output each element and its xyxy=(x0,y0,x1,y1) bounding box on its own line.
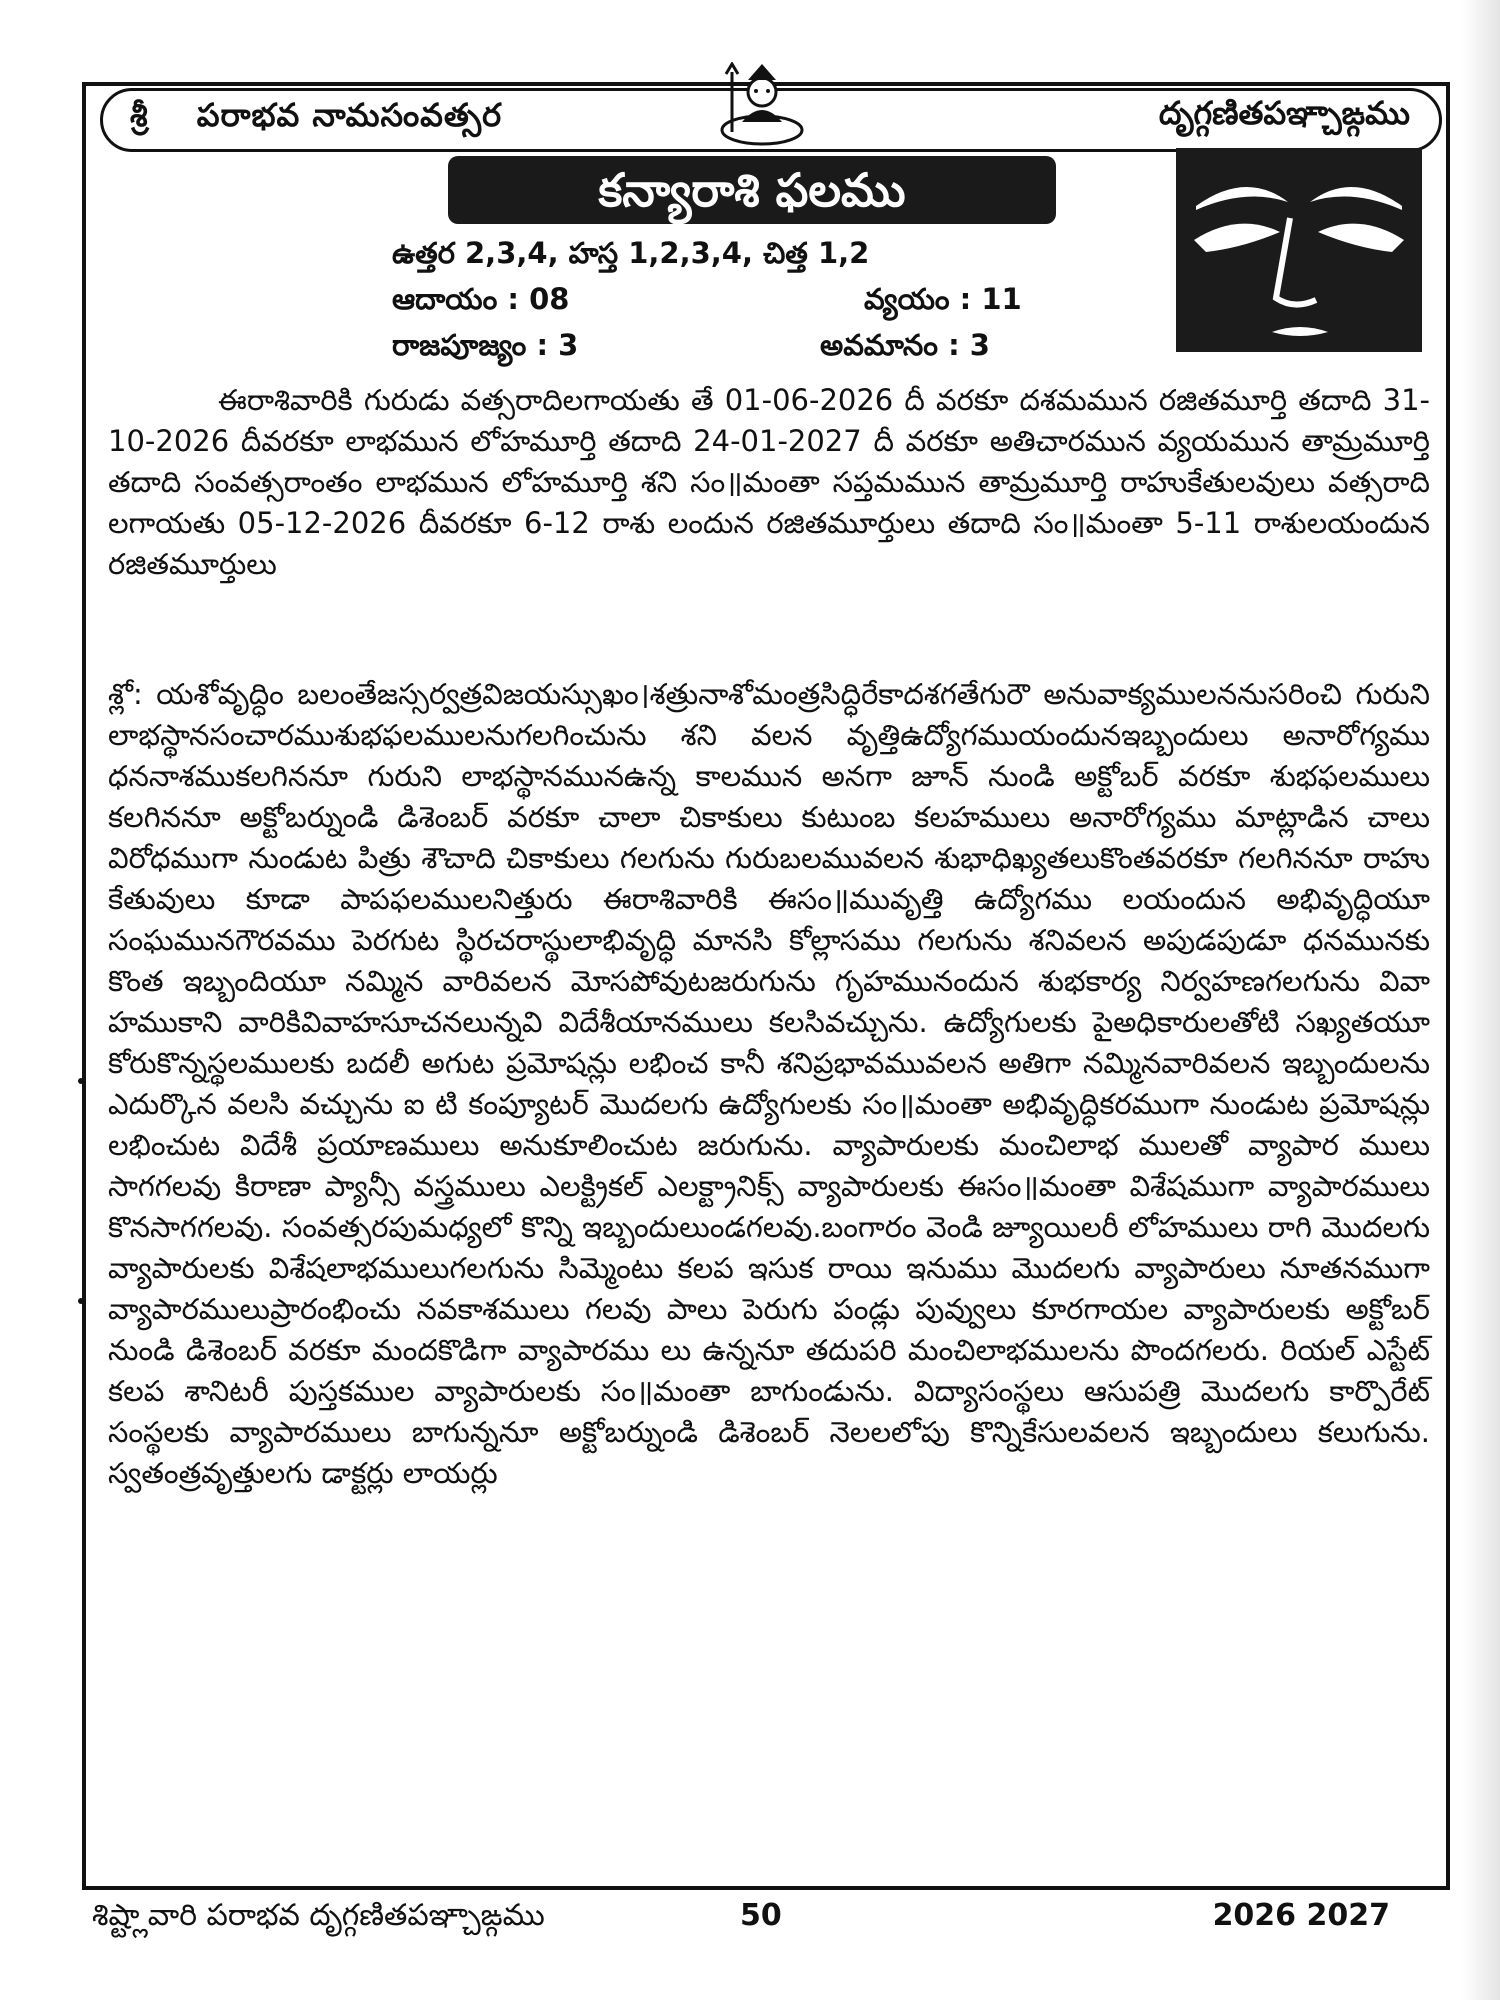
header-left xyxy=(130,96,502,142)
samvatsara-label: పరాభవ నామసంవత్సర xyxy=(196,96,503,134)
paragraph-text: ఈరాశివారికి గురుడు వత్సరాదిలగాయతు తే 01-06-2026 దీ వరకూ దశమమున రజితమూర్తి తదాది 31-10-2026 దీవరకూ లాభమున లోహమూర్తి తదాది 24-01-2027 దీ వరకూ అతిచారమున వ్యయమున తామ్రమూర్తి తదాది సంవత్సరాంతం లాభమున లోహమూర్తి శని సం॥మంతా సప్తమమున తామ్రమూర్తి రాహుకేతులవులు వత్సరాది లగాయతు 05-12-2026 దీవరకూ 6-12 రాశు లందున రజితమూర్తులు తదాది సం॥మంతా 5-11 రాశులయందున రజితమూర్తులు xyxy=(108,383,1430,581)
avamaanam-value: అవమానం : 3 xyxy=(820,328,990,362)
rajapoojyam-value: రాజపూజ్యం : 3 xyxy=(392,328,579,362)
planet-positions-paragraph xyxy=(108,380,1430,585)
nakshatra-padas: ఉత్తర 2,3,4, హస్త 1,2,3,4, చిత్త 1,2 xyxy=(392,236,870,270)
scan-edge-shadow xyxy=(1462,0,1500,2000)
sri-mark: శ్రీ xyxy=(130,96,149,134)
margin-mark xyxy=(78,1298,84,1304)
rasi-title: కన్యారాశి ఫలము xyxy=(448,156,1056,224)
deity-emblem-icon xyxy=(712,62,812,148)
margin-mark xyxy=(78,1078,84,1084)
footer-years: 2026 2027 xyxy=(1212,1898,1390,1933)
footer-publisher: శిష్ట్లావారి పరాభవ దృగ్గణితపఞ్చాఙ్గము xyxy=(92,1898,545,1933)
predictions-paragraph xyxy=(108,674,1430,1494)
page-number: 50 xyxy=(740,1898,782,1933)
aadaayam-value: ఆదాయం : 08 xyxy=(392,282,570,316)
header-book-title: దృగ్గణితపఞ్చాఙ్గము xyxy=(1158,94,1410,132)
paragraph-text: శ్లో: యశోవృద్ధిం బలంతేజస్సర్వత్రవిజయస్సుఖం।శత్రునాశోమంత్రసిద్ధిరేకాదశగతేగురౌ అనువాక్యములననుసరించి గురుని లాభస్థానసంచారముశుభఫలములనుగలగించును శని వలన వృత్తిఉద్యోగముయందునఇబ్బందులు అనారోగ్యము ధననాశముకలగిననూ గురుని లాభస్థానమునఉన్న కాలమున అనగా జూన్ నుండి అక్టోబర్ వరకూ శుభఫలములు కలగిననూ అక్టోబర్నుండి డిశెంబర్ వరకూ చాలా చికాకులు కుటుంబ కలహములు అనారోగ్యము మాట్లాడిన చాలు విరోధముగా నుండుట పిత్రు శౌచాది చికాకులు గలగును గురుబలమువలన శుభాధిఖ్యతలుకొంతవరకూ గలగిననూ రాహు కేతువులు కూడా పాపఫలములనిత్తురు ఈరాశివారికి ఈసం॥మువృత్తి ఉద్యోగము లయందున అభివృద్ధియూ సంఘమునగౌరవము పెరగుట స్థిరచరాస్థులాభివృద్ధి మానసి కోల్లాసము గలగును శనివలన అపుడపుడూ ధనమునకు కొంత ఇబ్బందియూ నమ్మిన వారివలన మోసపోవుటజరుగును గృహమునందున శుభకార్య నిర్వహణగలగును వివా హముకాని వారికివివాహసూచనలున్నవి విదేశీయానములు కలసివచ్చును. ఉద్యోగులకు పైఅధికారులతోటి సఖ్యతయూ కోరుకొన్నస్థలములకు బదలీ అగుట ప్రమోషన్లు లభించ కానీ శనిప్రభావమువలన అతిగా నమ్మినవారివలన ఇబ్బందులను ఎదుర్కొన వలసి వచ్చును ఐ టి కంప్యూటర్ మొదలగు ఉద్యోగులకు సం॥మంతా అభివృద్ధికరముగా నుండుట ప్రమోషన్లు లభించుట విదేశీ ప్రయాణములు అనుకూలించుట జరుగును. వ్యాపారులకు మంచిలాభ ములతో వ్యాపార ములు సాగగలవు కిరాణా ప్యాన్సీ వస్త్రములు ఎలక్ట్రికల్ ఎలక్ట్రానిక్స్ వ్యాపారులకు ఈసం॥మంతా విశేషముగా వ్యాపారములు కొనసాగగలవు. సంవత్సరపుమధ్యలో కొన్ని ఇబ్బందులుండగలవు.బంగారం వెండి జ్యూయిలరీ లోహములు రాగి మొదలగు వ్యాపారులకు విశేషలాభములుగలగును సిమ్మెంటు కలప ఇసుక రాయి ఇనుము మొదలగు వ్యాపారులు నూతనముగా వ్యాపారములుప్రారంభించు నవకాశములు గలవు పాలు పెరుగు పండ్లు పువ్వులు కూరగాయల వ్యాపారులకు అక్టోబర్ నుండి డిశెంబర్ వరకూ మందకొడిగా వ్యాపారము లు ఉన్ననూ తదుపరి మంచిలాభములను పొందగలరు. రియల్ ఎస్టేట్ కలప శానిటరీ పుస్తకముల వ్యాపారులకు సం॥మంతా బాగుండును. విద్యాసంస్థలు ఆసుపత్రి మొదలగు కార్పొరేట్ సంస్థలకు వ్యాపారములు బాగున్ననూ అక్టోబర్నుండి డిశెంబర్ నెలలలోపు కొన్నికేసులవలన ఇబ్బందులు కలుగును. స్వతంత్రవృత్తులగు డాక్టర్లు లాయర్లు xyxy=(108,677,1430,1490)
vyayam-value: వ్యయం : 11 xyxy=(864,282,1022,316)
face-illustration-icon xyxy=(1176,148,1422,352)
